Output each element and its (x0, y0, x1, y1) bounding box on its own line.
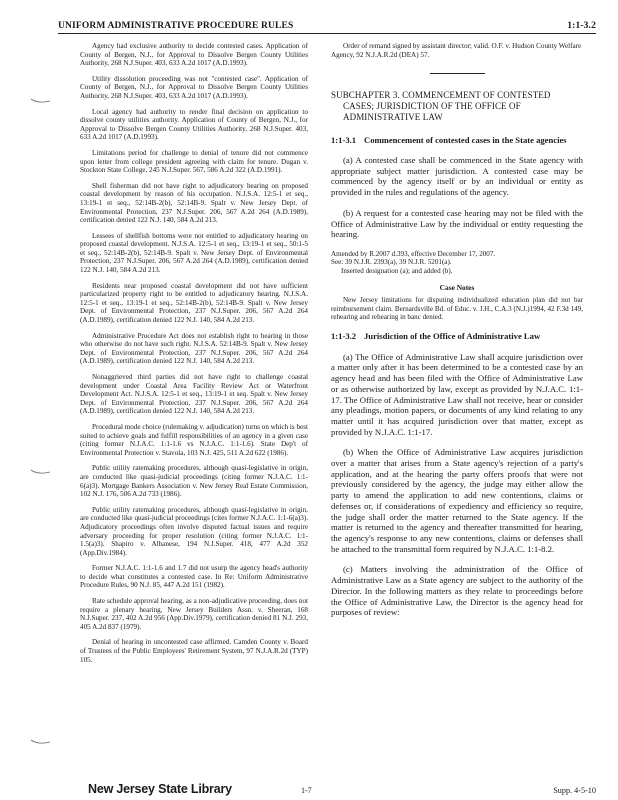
case-notes-heading: Case Notes (439, 283, 475, 293)
section-divider (430, 73, 485, 74)
section-heading (331, 331, 583, 341)
annotation-paragraph: Rate schedule approval hearing, as a non-adjudicative proceeding, does not require a plenary hearing. New Jersey Builders Assn. v. Sheeran, 168 N.J.Super. 237, 402 A.2d 956 (App.Div.1979), certification denied 81 N.J. 293, 405 A.2d 837 (1979). (80, 597, 308, 631)
rule-paragraph: (b) A request for a contested case hearing may not be filed with the Office of Administrative Law by the individual or entity requesting the hearing. (331, 207, 583, 240)
subchapter-heading: SUBCHAPTER 3. COMMENCEMENT OF CONTESTED CASES; JURISDICTION OF THE OFFICE OF ADMINISTRATIVE LAW (331, 90, 551, 122)
supplement-date: Supp. 4-5-10 (553, 786, 596, 795)
section-number: 1:1-3.2 (331, 331, 357, 342)
rule-paragraph: (c) Matters involving the administration of the Office of Administrative Law as a State agency are subject to the authority of the Director. In the following matters as they relate to proceedings before the Office of Administrative Law, the Director is the agency head for purposes of review: (331, 564, 583, 618)
annotation-paragraph: Utility dissolution proceeding was not "contested case". Application of County of Bergen, N.J., for Approval to Dissolve Bergen County Utilities Authority, 268 N.J.Super. 403, 633 A.2d 1017 (A.D.1993). (80, 74, 308, 100)
annotation-paragraph: Former N.J.A.C. 1:1-1.6 and 1.7 did not usurp the agency head's authority to decide what constitutes a contested case. In Re: Uniform Administrative Procedure Rules, 90 N.J. 85, 447 A.2d 151 (1982). (80, 564, 308, 590)
header-title: UNIFORM ADMINISTRATIVE PROCEDURE RULES (58, 21, 294, 31)
annotation-paragraph: Nonaggrieved third parties did not have right to challenge coastal development under Coastal Area Facility Review Act or Waterfront Development Act. N.J.S.A. 12:5-1 et seq., 13:19-1 et seq. Spalt v. New Jersey Dept. of Environmental Protection, 237 N.J.Super. 206, 567 A.2d 264 (A.D.1989), certification denied 122 N.J. 140, 584 A.2d 213. (80, 373, 308, 416)
section-heading (331, 135, 583, 145)
rule-paragraph: (a) A contested case shall be commenced in the State agency with appropriate subject matter jurisdiction. A contested case may be commenced by the agency itself or by an individual or entity as provided in the rules and regulations of the agency. (331, 154, 583, 198)
annotation-paragraph: Agency had exclusive authority to decide contested cases. Application of County of Bergen, N.J., for Approval to Dissolve Bergen County Utilities Authority, 268 N.J.Super. 403, 633 A.2d 1017 (A.D.1993). (80, 42, 308, 68)
page-footer (58, 782, 596, 796)
amendment-history (331, 250, 583, 275)
amendment-line: See: 39 N.J.R. 2393(a), 39 N.J.R. 5201(a). (331, 258, 452, 267)
annotation-paragraph: Public utility ratemaking procedures, although quasi-legislative in origin, are conducted like quasi-judicial proceedings (cites former N.J.A.C. 1:1-6(a)3). Adjudicatory proceedings often involve disputed factual issues and require adversary proceeding for proper resolution (citing former N.J.A.C. 1:1-1.5(a)3). Shapiro v. Albanese, 194 N.J.Super. 418, 477 A.2d 352 (App.Div.1984). (80, 505, 308, 557)
case-note: New Jersey limitations for disputing individualized education plan did not bar reimbursement claim. Bernardsville Bd. of Educ. v. J.H., C.A.3 (N.J.)1994, 42 F.3d 149, rehearing and rehearing in banc denied. (331, 296, 583, 321)
section-number: 1:1-3.1 (331, 134, 357, 145)
page-number: 1-7 (301, 786, 312, 795)
annotation-paragraph: Shell fisherman did not have right to adjudicatory hearing on proposed coastal development by reason of his occupation. N.J.S.A. 12:5-1 et seq., 13:19-1 et seq., 52:14B-2(b), 52:14B-9. Spalt v. New Jersey Dept. of Environmental Protection, 237 N.J.Super. 206, 567 A.2d 264 (A.D.1989), certification denied 122 N.J. 140, 584 A.2d 213. (80, 181, 308, 225)
annotation-paragraph: Local agency had authority to render final decision on application to dissolve county utilities authority. Application of County of Bergen, N.J., for Approval to Dissolve Bergen County Utilities Authority, 268 N.J.Super. 403, 633 A.2d 1017 (A.D.1993). (80, 107, 308, 142)
margin-check-mark (30, 738, 52, 746)
annotation-paragraph: Procedural mode choice (rulemaking v. adjudication) turns on which is best suited to achieve goals and fulfill responsibilities of an agency in a given case (citing former N.J.A.C. 1:1-1.6 vs N.J.A.C. 1:1-1.6). State Dep't of Environmental Protection v. Stavola, 103 N.J. 425, 511 A.2d 622 (1986). (80, 422, 308, 457)
annotation-paragraph: Denial of hearing in uncontested case affirmed. Camden County v. Board of Trustees of the Public Employees' Retirement System, 97 N.J.A.R.2d (TYP) 105. (80, 638, 308, 664)
header-section: 1:1-3.2 (567, 21, 596, 31)
rule-paragraph: (b) When the Office of Administrative Law acquires jurisdiction over a matter that arises from a State agency's rejection of a party's application, and at the hearing the party offers proofs that were not previously considered by the agency, the judge may either allow the party to amend the application to add new contentions, claims or defenses or, if considerations of expediency and efficiency so require, the judge shall order the matter returned to the State agency. If the matter is returned to the agency and thereafter transmitted for hearing, the agency's response to any new contentions, claims or defenses shall be attached to the transmittal form required by N.J.A.C. 1:1-8.2. (331, 447, 583, 554)
amendment-line: Amended by R.2007 d.393, effective December 17, 2007. (331, 249, 496, 258)
amendment-line: Inserted designation (a); and added (b). (341, 266, 453, 275)
left-column (80, 42, 308, 671)
annotation-paragraph: Public utility ratemaking procedures, although quasi-legislative in origin, are conducted like quasi-judicial proceedings (citing former N.J.A.C. 1:1-6(a)3). Mortgage Bankers Association v. New Jersey Real Estate Commission, 102 N.J. 176, 506 A.2d 733 (1986). (80, 464, 308, 499)
annotation-paragraph: Lessees of shellfish bottoms were not entitled to adjudicatory hearing on proposed coastal development. N.J.S.A. 12:5-1 et seq., 13:19-1 et seq., 50:1-5 et seq., 52:14B-2(b), 52:14B-9. Spalt v. New Jersey Dept. of Environmental Protection, 237 N.J.Super. 206, 567 A.2d 264 (A.D.1989), certification denied 122 N.J. 140, 584 A.2d 213. (80, 231, 308, 275)
running-header (58, 15, 596, 31)
rule-paragraph: (a) The Office of Administrative Law shall acquire jurisdiction over a matter only after it has been determined to be a contested case by an agency head and has been filed with the Office of Administrative Law or as otherwise authorized by law, except as provided by N.J.A.C. 1:1-17. The Office of Administrative Law shall not receive, hear or consider any pleadings, motion papers, or documents of any kind relating to any matter until it has acquired jurisdiction over that matter, except as provided by N.J.A.C. 1:1-17. (331, 351, 583, 437)
right-column (331, 42, 583, 628)
annotation-paragraph: Administrative Procedure Act does not establish right to hearing in those who otherwise do not have such right. N.J.S.A. 52:14B-9. Spalt v. New Jersey Dept. of Environmental Protection, 237 N.J.Super. 206, 567 A.2d 264 (A.D.1989), certification denied 122 N.J. 140, 584 A.2d 213. (80, 331, 308, 366)
annotation-paragraph: Order of remand signed by assistant director; valid. O.F. v. Hudson County Welfare Agency, 92 N.J.A.R.2d (DEA) 57. (331, 42, 582, 59)
annotation-paragraph: Residents near proposed coastal development did not have sufficient particularized property right to be entitled to adjudicatory hearing. N.J.S.A. 12:5-1 et seq., 13:19-1 et seq., 52:14B-2(b), 52:14B-9. Spalt v. New Jersey Dept. of Environmental Protection, 237 N.J.Super. 206, 567 A.2d 264 (A.D.1989), certification denied 122 N.J. 140, 584 A.2d 213. (80, 281, 308, 325)
annotation-paragraph: Limitations period for challenge to denial of tenure did not commence upon letter from college president agreeing with claim for tenure. Dugan v. Stockton State College, 245 N.J.Super. 567, 586 A.2d 322 (A.D.1991). (80, 148, 308, 175)
margin-check-mark (30, 468, 52, 476)
header-rule (58, 33, 596, 34)
section-title: Commencement of contested cases in the State agencies (364, 134, 567, 145)
library-stamp: New Jersey State Library (88, 782, 232, 796)
margin-check-mark (30, 97, 52, 105)
section-title: Jurisdiction of the Office of Administrative Law (364, 331, 541, 342)
